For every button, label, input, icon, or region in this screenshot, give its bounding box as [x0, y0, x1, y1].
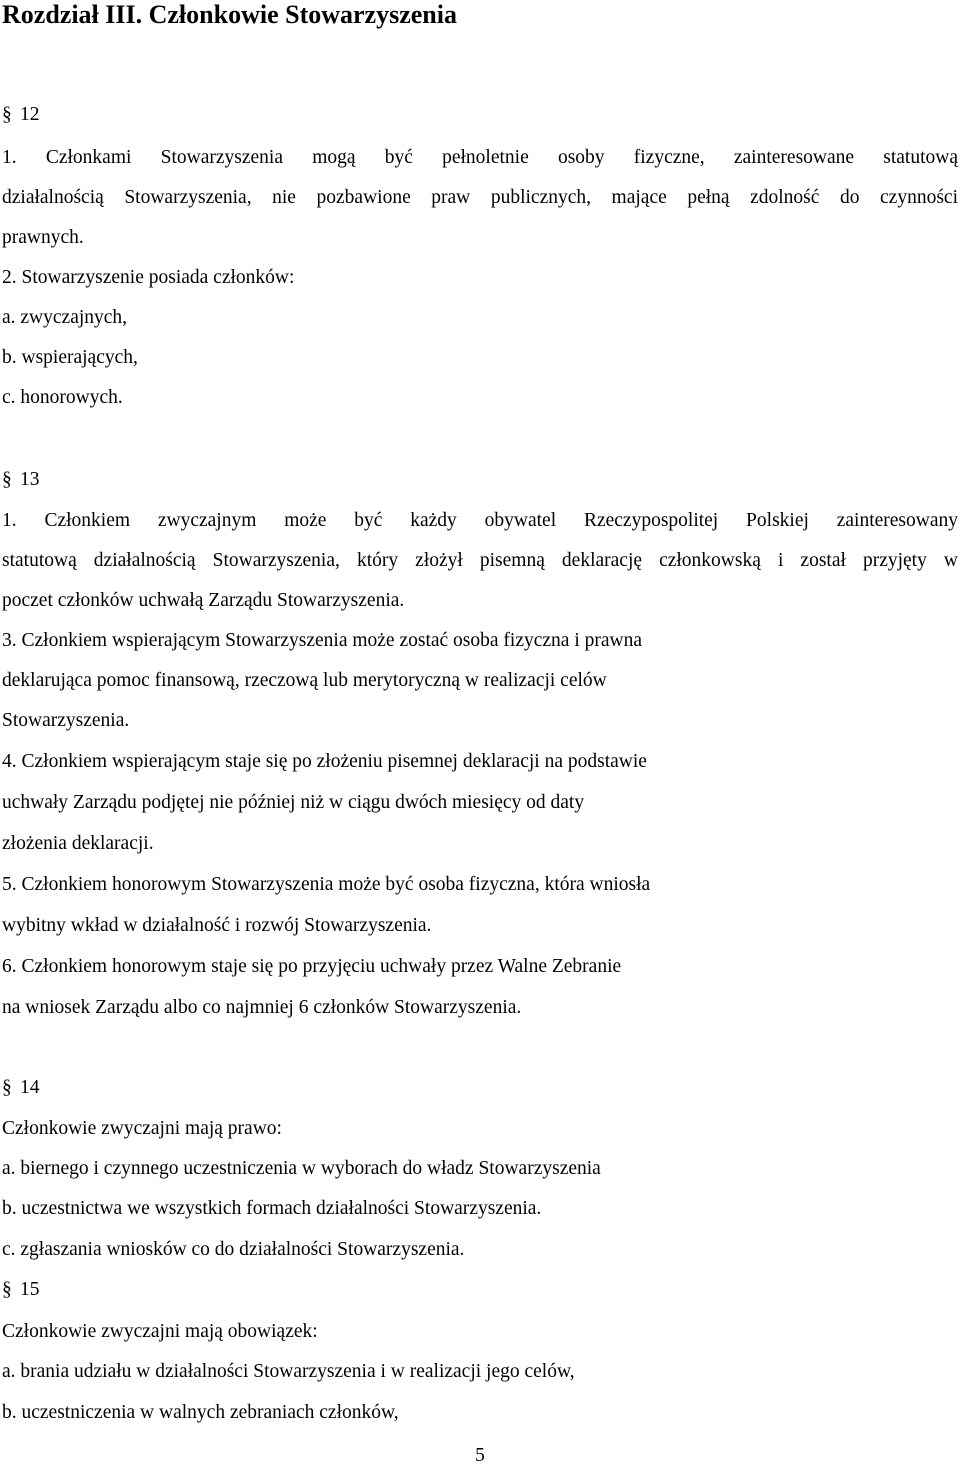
paragraph-line: 4. Członkiem wspierającym staje się po złożeniu pisemnej deklaracji na podstawie	[2, 751, 647, 772]
list-item: c. honorowych.	[2, 387, 123, 408]
section-sign: §	[2, 469, 12, 490]
section-sign: §	[2, 1279, 12, 1300]
section-number: 14	[20, 1077, 40, 1098]
section-heading-13	[2, 468, 40, 492]
section-sign: §	[2, 104, 12, 125]
list-item: a. brania udziału w działalności Stowarzyszenia i w realizacji jego celów,	[2, 1361, 575, 1382]
paragraph-line: na wniosek Zarządu albo co najmniej 6 członków Stowarzyszenia.	[2, 997, 522, 1018]
paragraph-line: Członkowie zwyczajni mają prawo:	[2, 1118, 282, 1139]
paragraph-line: prawnych.	[2, 227, 84, 248]
section-heading-15	[2, 1278, 40, 1302]
section-heading-12	[2, 103, 40, 127]
section-number: 13	[20, 469, 40, 490]
list-item: a. biernego i czynnego uczestniczenia w wyborach do władz Stowarzyszenia	[2, 1158, 601, 1179]
section-sign: §	[2, 1077, 12, 1098]
paragraph-line: 5. Członkiem honorowym Stowarzyszenia może być osoba fizyczna, która wniosła	[2, 874, 651, 895]
section-number: 12	[20, 104, 40, 125]
paragraph-line: Stowarzyszenia.	[2, 710, 130, 731]
paragraph-line: wybitny wkład w działalność i rozwój Stowarzyszenia.	[2, 915, 432, 936]
paragraph-line: złożenia deklaracji.	[2, 833, 154, 854]
paragraph-line: 1. Członkiem zwyczajnym może być każdy obywatel Rzeczypospolitej Polskiej zainteresowany	[2, 510, 958, 531]
list-item: b. wspierających,	[2, 347, 138, 368]
paragraph-line: 6. Członkiem honorowym staje się po przyjęciu uchwały przez Walne Zebranie	[2, 956, 622, 977]
page-number: 5	[475, 1445, 485, 1466]
section-heading-14	[2, 1076, 40, 1100]
paragraph-line: uchwały Zarządu podjętej nie później niż w ciągu dwóch miesięcy od daty	[2, 792, 585, 813]
paragraph-line: deklarująca pomoc finansową, rzeczową lub merytoryczną w realizacji celów	[2, 670, 607, 691]
paragraph-line: 2. Stowarzyszenie posiada członków:	[2, 267, 295, 288]
chapter-title: Rozdział III. Członkowie Stowarzyszenia	[2, 0, 457, 29]
paragraph-line: 1. Członkami Stowarzyszenia mogą być pełnoletnie osoby fizyczne, zainteresowane statutową	[2, 147, 958, 168]
paragraph-line: działalnością Stowarzyszenia, nie pozbawione praw publicznych, mające pełną zdolność do czynności	[2, 187, 958, 208]
list-item: c. zgłaszania wniosków co do działalności Stowarzyszenia.	[2, 1239, 465, 1260]
section-number: 15	[20, 1279, 40, 1300]
paragraph-line: statutową działalnością Stowarzyszenia, który złożył pisemną deklarację członkowską i został przyjęty w	[2, 550, 958, 571]
list-item: b. uczestniczenia w walnych zebraniach członków,	[2, 1402, 399, 1423]
paragraph-line: Członkowie zwyczajni mają obowiązek:	[2, 1321, 318, 1342]
list-item: a. zwyczajnych,	[2, 307, 128, 328]
paragraph-line: 3. Członkiem wspierającym Stowarzyszenia może zostać osoba fizyczna i prawna	[2, 630, 643, 651]
list-item: b. uczestnictwa we wszystkich formach działalności Stowarzyszenia.	[2, 1198, 542, 1219]
paragraph-line: poczet członków uchwałą Zarządu Stowarzyszenia.	[2, 590, 405, 611]
